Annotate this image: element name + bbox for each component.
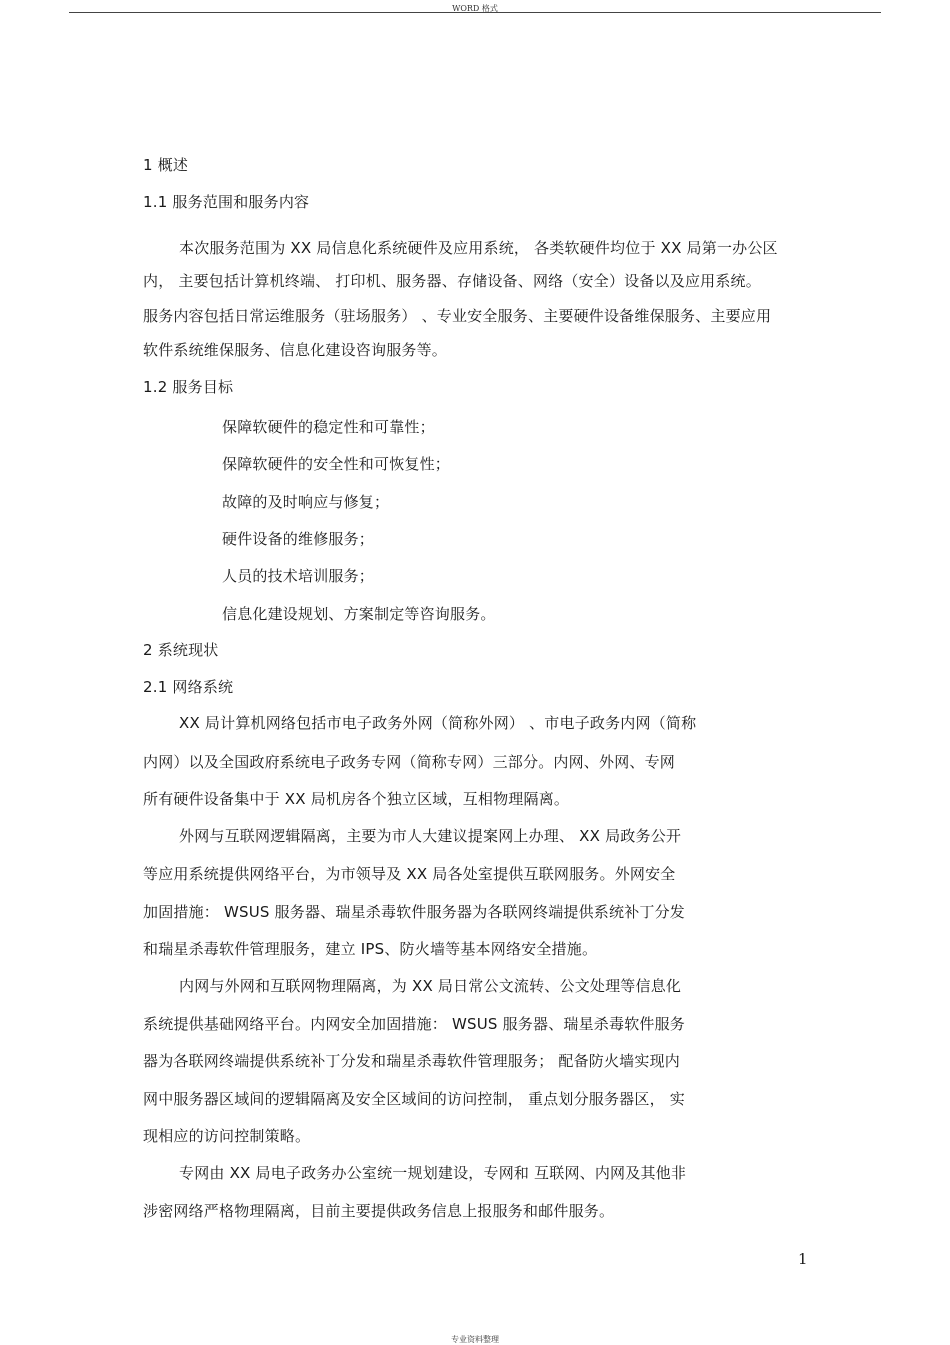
footer-label: 专业资料整理 [451, 1335, 499, 1344]
paragraph-line: 专网由 XX 局电子政务办公室统一规划建设，专网和 互联网、内网及其他非 [179, 1164, 687, 1182]
paragraph-line: 内， 主要包括计算机终端、 打印机、服务器、存储设备、网络（安全）设备以及应用系统。 [143, 272, 761, 290]
paragraph-line: 系统提供基础网络平台。内网安全加固措施： WSUS 服务器、瑞星杀毒软件服务 [143, 1015, 685, 1033]
paragraph-line: 等应用系统提供网络平台，为市领导及 XX 局各处室提供互联网服务。外网安全 [143, 865, 676, 883]
paragraph-line: 内网与外网和互联网物理隔离，为 XX 局日常公文流转、公文处理等信息化 [179, 977, 682, 995]
header-rule [69, 12, 881, 13]
paragraph-line: 所有硬件设备集中于 XX 局机房各个独立区域，互相物理隔离。 [143, 790, 570, 808]
heading-1: 1 概述 [143, 156, 189, 174]
goal-item: 人员的技术培训服务； [222, 567, 375, 585]
heading-1-1: 1.1 服务范围和服务内容 [143, 193, 310, 211]
paragraph-line: 涉密网络严格物理隔离，目前主要提供政务信息上报服务和邮件服务。 [143, 1202, 615, 1220]
paragraph-line: 服务内容包括日常运维服务（驻场服务） 、专业安全服务、主要硬件设备维保服务、主要应用 [143, 307, 772, 325]
paragraph-line: 内网）以及全国政府系统电子政务专网（简称专网）三部分。内网、外网、专网 [143, 753, 676, 771]
heading-2: 2 系统现状 [143, 641, 219, 659]
goal-item: 硬件设备的维修服务； [222, 530, 375, 548]
paragraph-line: 现相应的访问控制策略。 [143, 1127, 311, 1145]
paragraph-line: 和瑞星杀毒软件管理服务，建立 IPS、防火墙等基本网络安全措施。 [143, 940, 598, 958]
paragraph-line: XX 局计算机网络包括市电子政务外网（简称外网） 、市电子政务内网（简称 [179, 714, 697, 732]
paragraph-line: 网中服务器区域间的逻辑隔离及安全区域间的访问控制， 重点划分服务器区， 实 [143, 1090, 685, 1108]
page-number: 1 [798, 1250, 808, 1268]
paragraph-line: 软件系统维保服务、信息化建设咨询服务等。 [143, 341, 448, 359]
goal-item: 保障软硬件的稳定性和可靠性； [222, 418, 435, 436]
heading-1-2: 1.2 服务目标 [143, 378, 234, 396]
header-label: WORD 格式 [452, 4, 498, 13]
paragraph-line: 本次服务范围为 XX 局信息化系统硬件及应用系统， 各类软硬件均位于 XX 局第一办公区 [179, 239, 778, 257]
heading-2-1: 2.1 网络系统 [143, 678, 234, 696]
goal-item: 故障的及时响应与修复； [222, 493, 390, 511]
paragraph-line: 加固措施： WSUS 服务器、瑞星杀毒软件服务器为各联网终端提供系统补丁分发 [143, 903, 685, 921]
goal-item: 信息化建设规划、方案制定等咨询服务。 [222, 605, 496, 623]
paragraph-line: 器为各联网终端提供系统补丁分发和瑞星杀毒软件管理服务； 配备防火墙实现内 [143, 1052, 680, 1070]
goal-item: 保障软硬件的安全性和可恢复性； [222, 455, 451, 473]
paragraph-line: 外网与互联网逻辑隔离，主要为市人大建议提案网上办理、 XX 局政务公开 [179, 827, 682, 845]
